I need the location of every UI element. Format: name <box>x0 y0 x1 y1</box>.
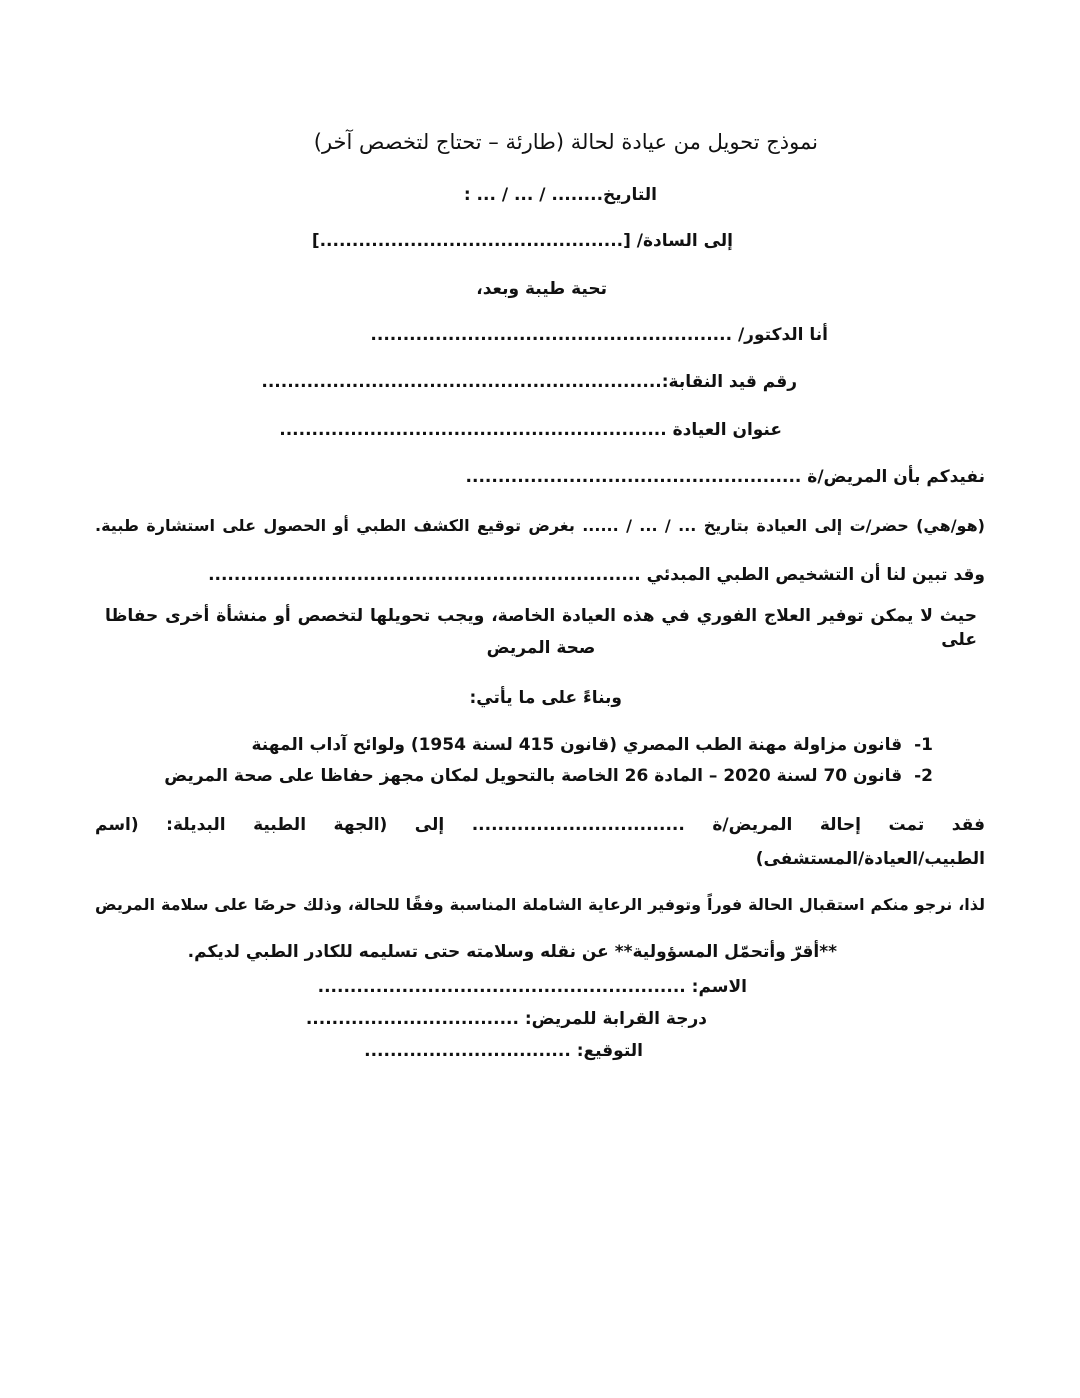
law-item-number: 2- <box>914 766 933 786</box>
doctor-name-field: أنا الدكتور/ ........................................................ <box>370 325 828 345</box>
guardian-name-field: الاسم: ......................................................... <box>317 977 747 997</box>
clinic-address-field: عنوان العيادة ............................................................ <box>279 420 782 440</box>
relationship-field: درجة القرابة للمريض: ................................. <box>305 1009 707 1029</box>
referral-destination-line-2: الطبيب/العيادة/المستشفى) <box>755 849 985 869</box>
law-item-2 <box>164 764 933 788</box>
law-item-1 <box>251 733 933 757</box>
law-item-number: 1- <box>914 735 933 755</box>
syndicate-number-field: رقم قيد النقابة:.............................................................. <box>261 372 797 392</box>
greeting: تحية طيبة وبعد، <box>476 279 607 299</box>
responsibility-declaration: **أقرّ وأتحمّل المسؤولية** عن نقله وسلامته حتى تسليمه للكادر الطبي لديكم. <box>187 942 837 962</box>
law-item-text: قانون مزاولة مهنة الطب المصري (قانون 415 لسنة 1954) ولوائح آداب المهنة <box>251 735 903 755</box>
signature-field: التوقيع: ................................ <box>364 1041 643 1061</box>
initial-diagnosis-field: وقد تبين لنا أن التشخيص الطبي المبدئي ................................................................... <box>208 565 985 585</box>
form-title: نموذج تحويل من عيادة لحالة (طارئة – تحتاج لتخصص آخر) <box>313 130 818 154</box>
patient-name-field: نفيدكم بأن المريض/ة .................................................... <box>465 467 985 487</box>
referral-reason-line-2: صحة المريض <box>486 638 596 658</box>
date-field: التاريخ........ / ... / ... : <box>463 185 657 205</box>
reception-request: لذا، نرجو منكم استقبال الحالة فوراً وتوفير الرعاية الشاملة المناسبة وفقًا للحالة، وذلك حرصًا على سلامة المريض <box>95 895 985 914</box>
visit-date-statement: (هو/هي) حضر/ت إلى العيادة بتاريخ ... / ... / ...... بغرض توقيع الكشف الطبي أو الحصول على استشارة طبية. <box>95 516 985 535</box>
legal-basis-heading: وبناءً على ما يأتي: <box>469 688 622 708</box>
recipient-field: إلى السادة/ [...............................................] <box>311 231 733 251</box>
referral-destination-line-1: فقد تمت إحالة المريض/ة ................................. إلى (الجهة الطبية البديلة: (اسم <box>95 815 985 835</box>
law-item-text: قانون 70 لسنة 2020 – المادة 26 الخاصة بالتحويل لمكان مجهز حفاظا على صحة المريض <box>164 766 903 786</box>
referral-reason-line-1: حيث لا يمكن توفير العلاج الفوري في هذه العيادة الخاصة، ويجب تحويلها لتخصص أو منشأة أخرى حفاظا على <box>105 606 977 650</box>
